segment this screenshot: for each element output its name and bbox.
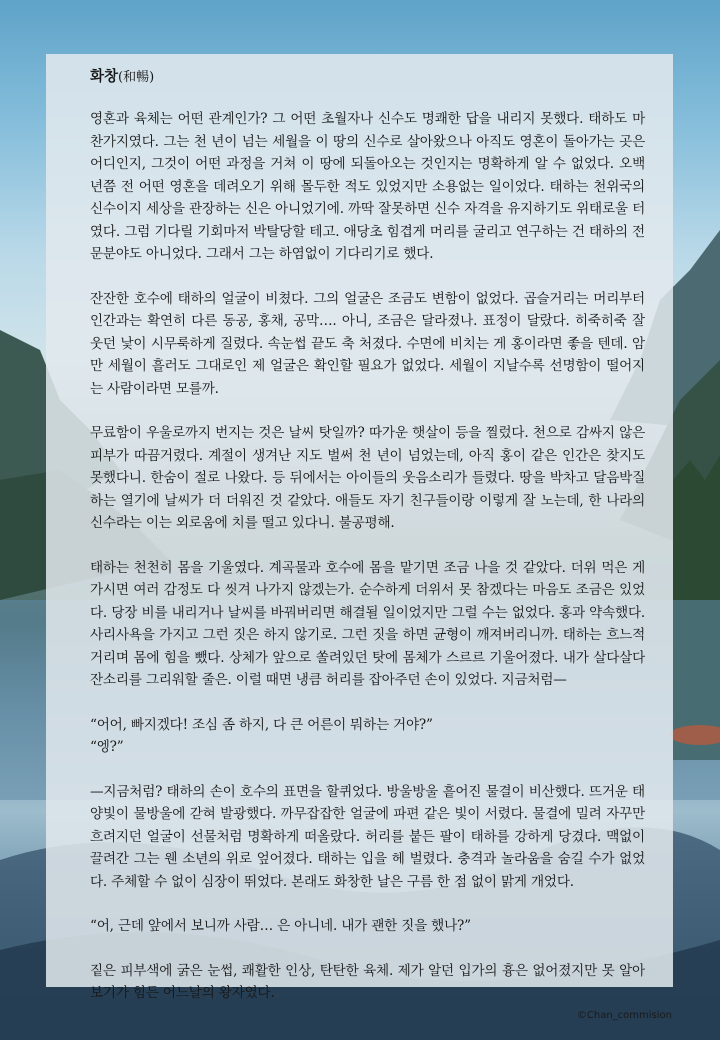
story-title — [90, 67, 645, 88]
title-hanja: (和暢) — [118, 70, 155, 85]
paragraph-1: 영혼과 육체는 어떤 관계인가? 그 어떤 초월자나 신수도 명쾌한 답을 내리지 못했다. 태하도 마찬가지였다. 그는 천 년이 넘는 세월을 이 땅의 신수로 살아왔으나 아직도 영혼이 돌아가는 곳은 어디인지, 그것이 어떤 과정을 거쳐 이 땅에 되돌아오는 것인지는 명확하게 알 수 없었다. 오백 년쯤 전 어떤 영혼을 데려오기 위해 몰두한 적도 있었지만 소용없는 일이었다. 태하는 천위국의 신수이지 세상을 관장하는 신은 아니었기에. 까딱 잘못하면 신수 자격을 유지하기도 위태로울 터였다. 그럼 기다릴 기회마저 박탈당할 테고. 애당초 힘겹게 머리를 굴리고 연구하는 건 태하의 전문분야도 아니었다. 그래서 그는 하염없이 기다리기로 했다. — [90, 111, 645, 262]
dialogue-line-2: “엥?” — [90, 739, 124, 755]
paragraph-6: 짙은 피부색에 굵은 눈썹, 쾌활한 인상, 탄탄한 육체. 제가 알던 입가의 흉은 없어졌지만 못 알아보기가 힘든 어느날의 왕자였다. — [90, 962, 645, 1001]
paragraph-4: 태하는 천천히 몸을 기울였다. 계곡물과 호수에 몸을 맡기면 조금 나을 것 같았다. 더위 먹은 게 가시면 여러 감정도 다 씻겨 나가지 않겠는가. 순수하게 더위서 못 참겠다는 마음도 조금은 있었다. 당장 비를 내리거나 날씨를 바꿔버리면 해결될 일이었지만 그럴 수는 없었다. 홍과 약속했다. 사리사욕을 가지고 그런 짓은 하지 않기로. 그런 짓을 하면 균형이 깨져버리니까. 태하는 흐느적거리며 몸에 힘을 뺐다. 상체가 앞으로 쏠려있던 탓에 몸체가 스르르 기울어졌다. 내가 살다살다 잔소리를 그리워할 줄은. 이럴 때면 냉큼 허리를 잡아주던 손이 있었다. 지금처럼— — [90, 559, 645, 688]
dialogue-line-1: “어어, 빠지겠다! 조심 좀 하지, 다 큰 어른이 뭐하는 거야?” — [90, 716, 433, 733]
dialogue-block-1 — [90, 714, 645, 759]
paragraph-5: —지금처럼? 태하의 손이 호수의 표면을 할퀴었다. 방울방울 흩어진 물결이 비산했다. 뜨거운 태양빛이 물방울에 갇혀 발광했다. 까무잡잡한 얼굴에 파편 같은 빛이 서렸다. 물결에 밀려 자꾸만 흐려지던 얼굴이 선물처럼 명확하게 떠올랐다. 허리를 붙든 팔이 태하를 강하게 당겼다. 맥없이 끌려간 그는 웬 소년의 위로 엎어졌다. 태하는 입을 헤 벌렸다. 충격과 놀라움을 숨길 수가 없었다. 주체할 수 없이 심장이 뛰었다. 본래도 화창한 날은 구름 한 점 없이 맑게 개었다. — [90, 783, 645, 890]
dialogue-line-3: “어, 근데 앞에서 보니까 사람… 은 아니네. 내가 괜한 짓을 했나?” — [90, 918, 471, 934]
credit-watermark: ©Chan_commision — [576, 1010, 672, 1021]
paragraph-3: 무료함이 우울로까지 번지는 것은 날씨 탓일까? 따가운 햇살이 등을 찔렀다. 천으로 감싸지 않은 피부가 따끔거렸다. 계절이 생겨난 지도 벌써 천 년이 넘었는데, 아직 홍이 같은 인간은 찾지도 못했다니. 한숨이 절로 나왔다. 등 뒤에서는 아이들의 웃음소리가 들렸다. 땅을 박차고 달음박질하는 열기에 날씨가 더 더워진 것 같았다. 애들도 자기 친구들이랑 이렇게 잘 노는데, 한 나라의 신수라는 이는 외로움에 치를 떨고 있다니. 불공평해. — [90, 425, 645, 531]
story-panel — [46, 54, 673, 1001]
paragraph-2: 잔잔한 호수에 태하의 얼굴이 비쳤다. 그의 얼굴은 조금도 변함이 없었다. 곱슬거리는 머리부터 인간과는 확연히 다른 동공, 홍채, 공막…. 아니, 조금은 달라졌나. 표정이 달랐다. 히죽히죽 잘 웃던 낯이 시무룩하게 질렸다. 속눈썹 끝도 축 처졌다. 수면에 비치는 게 홍이라면 좋을 텐데. 암만 세월이 흘러도 그대로인 제 얼굴은 확인할 필요가 없었다. 세월이 지날수록 선명함이 떨어지는 사람이라면 모를까. — [90, 290, 645, 397]
title-main: 화창 — [90, 68, 119, 85]
